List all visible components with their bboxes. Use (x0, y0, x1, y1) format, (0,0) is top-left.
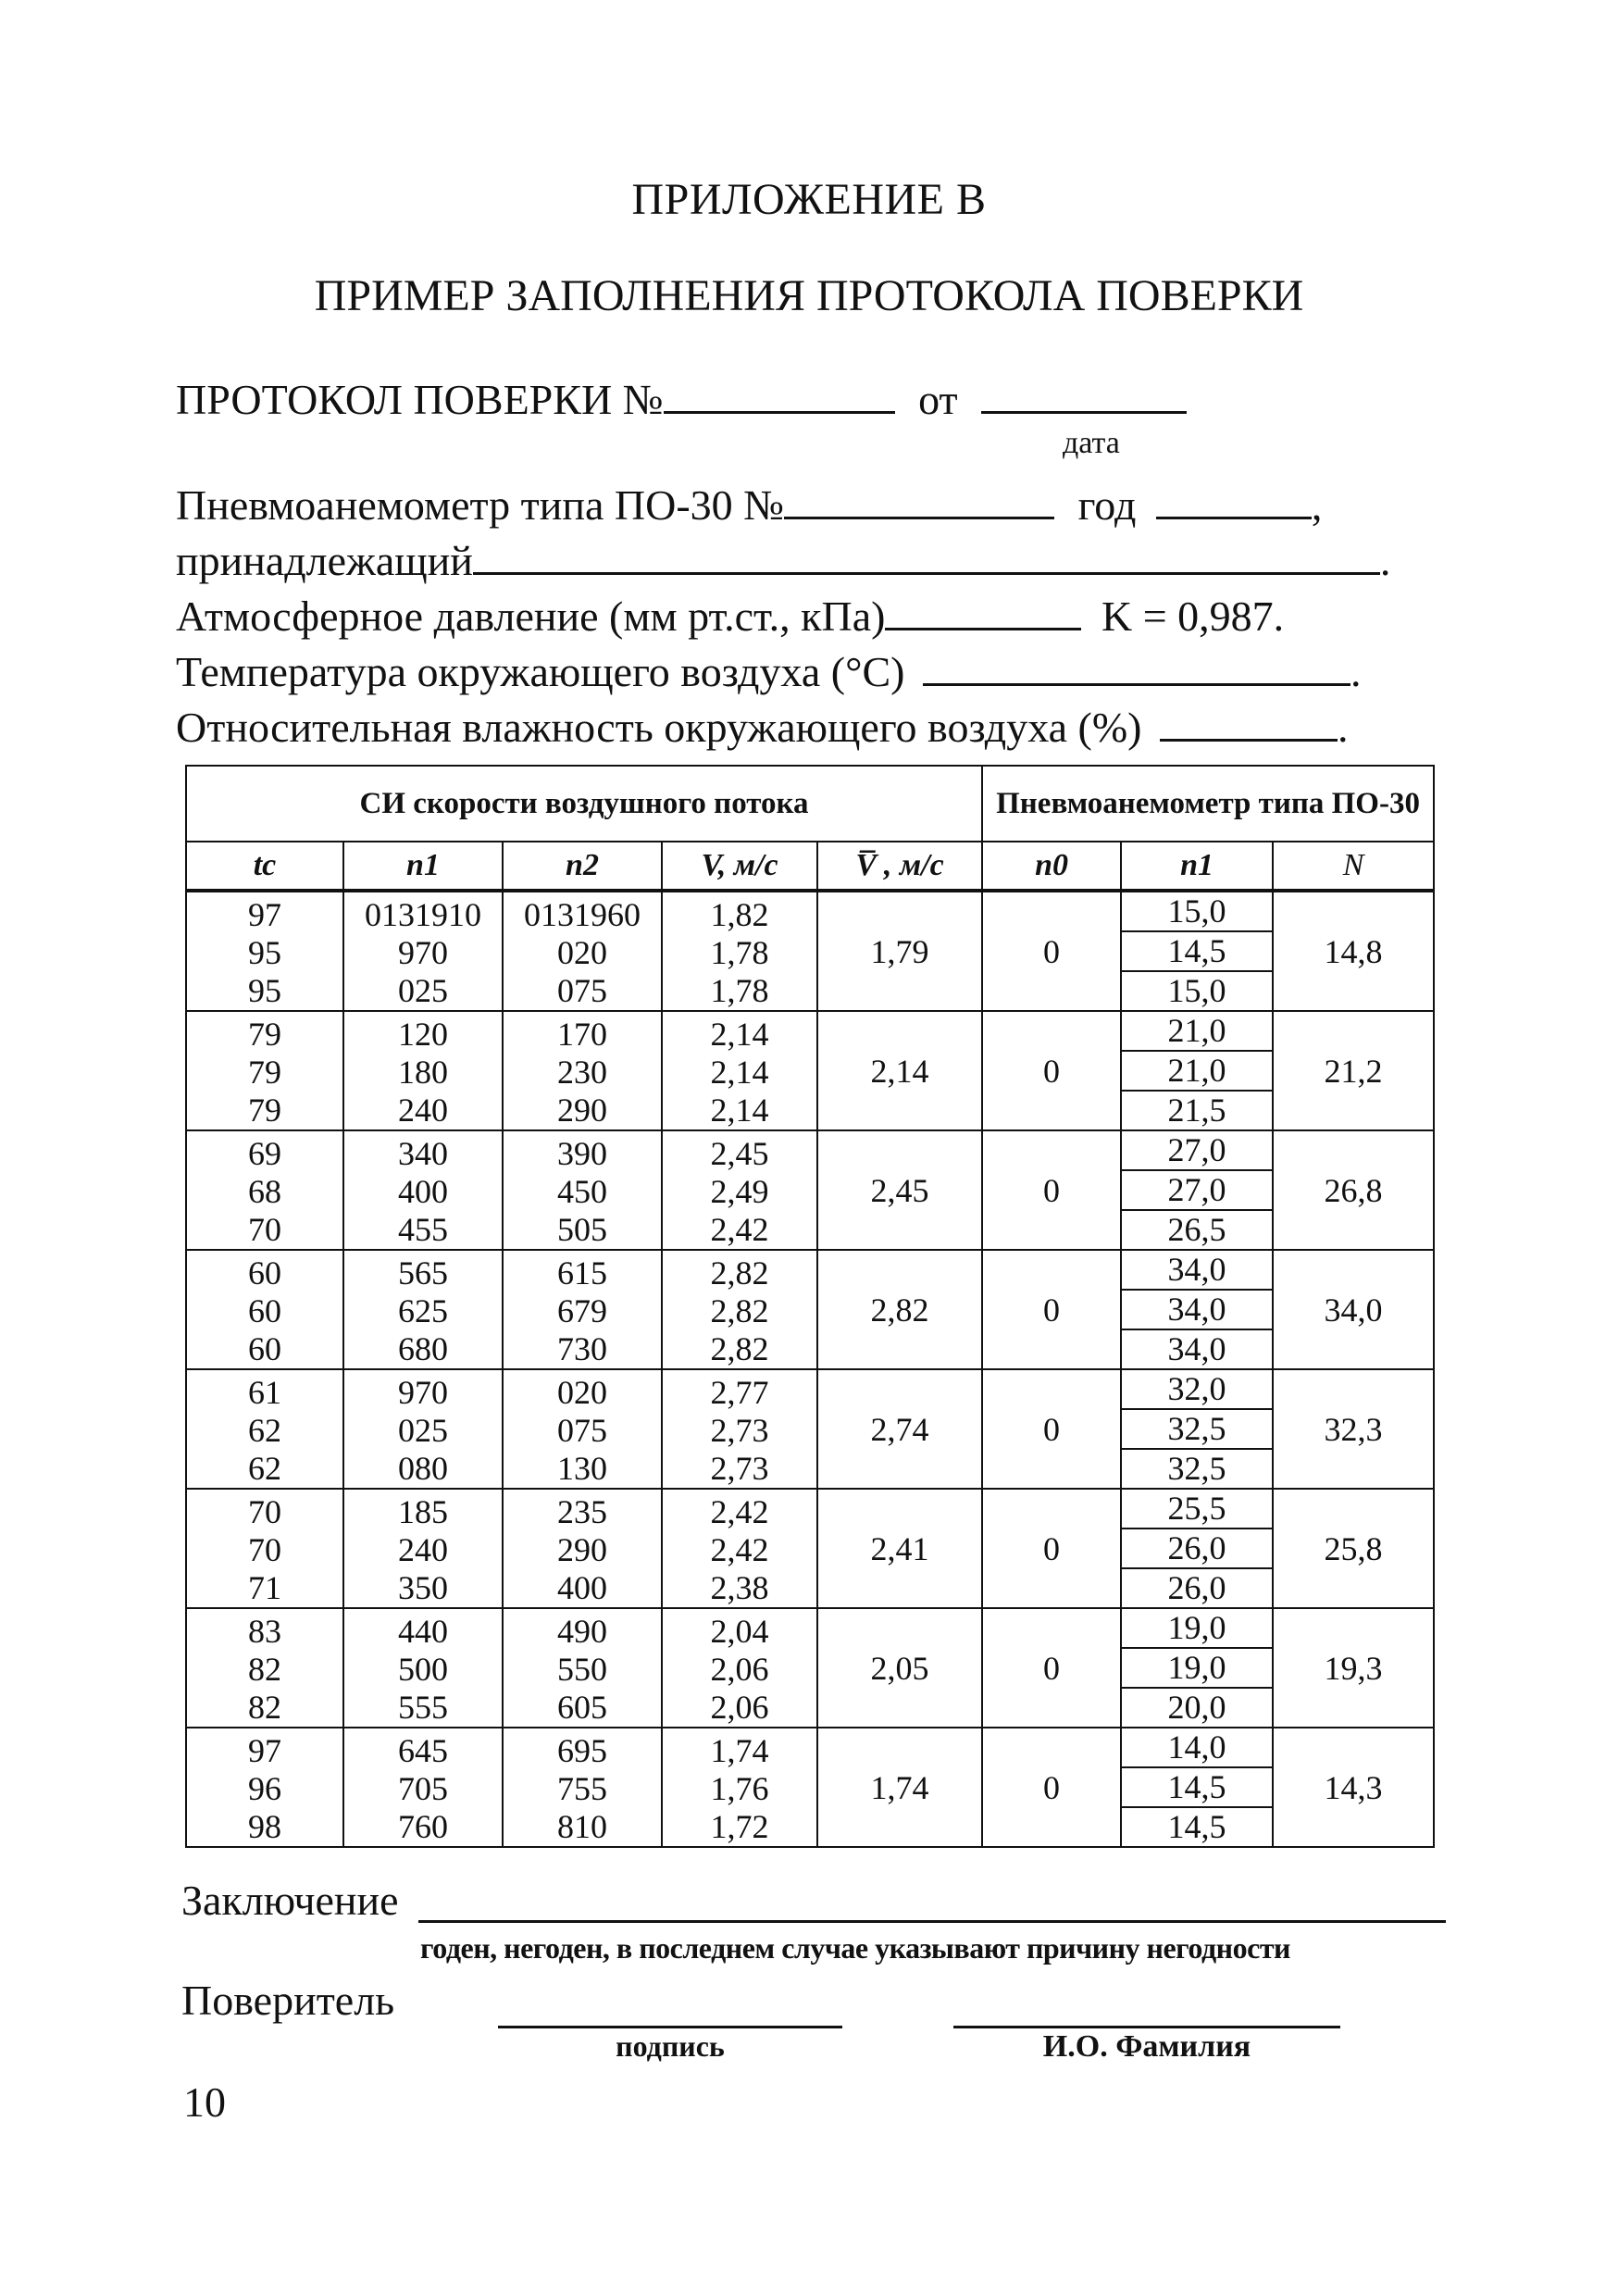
device-number-field (784, 480, 1054, 519)
temperature-line: Температура окружающего воздуха (°С) . (176, 648, 1362, 695)
table-row (186, 1608, 1434, 1728)
device-line: Пневмоанемометр типа ПО-30 № год , (176, 481, 1323, 529)
n0-cell: 0 (982, 1369, 1121, 1489)
page-number: 10 (183, 2078, 226, 2126)
protocol-number-field (664, 374, 895, 414)
col-header-v-mean: V̅ , м/с (817, 842, 982, 891)
header-group-reference: СИ скорости воздушного потока (186, 766, 982, 842)
pn1-cell: 19,0 19,0 20,0 (1121, 1608, 1273, 1728)
n0-cell: 0 (982, 1728, 1121, 1847)
n-cell: 25,8 (1273, 1489, 1434, 1608)
n2-cell: 695 755 810 (503, 1728, 662, 1847)
n-cell: 26,8 (1273, 1130, 1434, 1250)
n1-cell: 340 400 455 (343, 1130, 503, 1250)
temperature-label: Температура окружающего воздуха (°С) (176, 648, 905, 695)
v-cell: 1,74 1,76 1,72 (662, 1728, 817, 1847)
n-cell: 32,3 (1273, 1369, 1434, 1489)
temperature-field (923, 646, 1350, 686)
n-cell: 19,3 (1273, 1608, 1434, 1728)
n2-cell: 020 075 130 (503, 1369, 662, 1489)
signature-caption: подпись (616, 2029, 725, 2063)
pressure-label: Атмосферное давление (мм рт.ст., кПа) (176, 593, 886, 640)
n-cell: 34,0 (1273, 1250, 1434, 1369)
tc-cell: 60 60 60 (186, 1250, 343, 1369)
table-row (186, 1130, 1434, 1250)
col-header-n: N (1273, 842, 1434, 891)
protocol-label: ПРОТОКОЛ ПОВЕРКИ № (176, 376, 664, 423)
n2-cell: 490 550 605 (503, 1608, 662, 1728)
col-header-v: V, м/с (662, 842, 817, 891)
n-cell: 14,3 (1273, 1728, 1434, 1847)
protocol-date-field (981, 374, 1187, 414)
n2-cell: 170 230 290 (503, 1011, 662, 1130)
conclusion-caption: годен, негоден, в последнем случае указывают причину негодности (420, 1931, 1290, 1965)
table-row (186, 1489, 1434, 1608)
appendix-title: ПРИЛОЖЕНИЕ В (631, 175, 987, 224)
n0-cell: 0 (982, 1250, 1121, 1369)
tc-cell: 97 95 95 (186, 891, 343, 1011)
v-cell: 2,82 2,82 2,82 (662, 1250, 817, 1369)
protocol-heading (176, 374, 1187, 424)
table-body (186, 891, 1434, 1847)
protocol-from-label: от (918, 376, 958, 423)
v-cell: 2,77 2,73 2,73 (662, 1369, 817, 1489)
v-cell: 1,82 1,78 1,78 (662, 891, 817, 1011)
signature-field (498, 2024, 842, 2028)
col-header-n2: n2 (503, 842, 662, 891)
header-group-anemometer: Пневмоанемометр типа ПО-30 (982, 766, 1434, 842)
date-caption: дата (1063, 426, 1120, 460)
v-mean-cell: 2,05 (817, 1608, 982, 1728)
tc-cell: 97 96 98 (186, 1728, 343, 1847)
table-row (186, 1250, 1434, 1369)
pn1-cell: 21,0 21,0 21,5 (1121, 1011, 1273, 1130)
name-caption: И.О. Фамилия (1042, 2029, 1251, 2064)
humidity-line: Относительная влажность окружающего воздуха (%) . (176, 704, 1349, 751)
document-subtitle: ПРИМЕР ЗАПОЛНЕНИЯ ПРОТОКОЛА ПОВЕРКИ (314, 271, 1304, 320)
n0-cell: 0 (982, 1011, 1121, 1130)
year-label: год (1077, 481, 1137, 529)
v-cell: 2,04 2,06 2,06 (662, 1608, 817, 1728)
col-header-n1: n1 (343, 842, 503, 891)
n-cell: 14,8 (1273, 891, 1434, 1011)
pressure-field (885, 591, 1081, 630)
tc-cell: 83 82 82 (186, 1608, 343, 1728)
n0-cell: 0 (982, 891, 1121, 1011)
tc-cell: 70 70 71 (186, 1489, 343, 1608)
conclusion-field (418, 1918, 1446, 1923)
tc-cell: 61 62 62 (186, 1369, 343, 1489)
pn1-cell: 25,5 26,0 26,0 (1121, 1489, 1273, 1608)
v-mean-cell: 2,45 (817, 1130, 982, 1250)
k-value: K = 0,987. (1101, 593, 1285, 640)
conclusion-label: Заключение (181, 1877, 399, 1924)
n1-cell: 645 705 760 (343, 1728, 503, 1847)
owner-field (473, 535, 1380, 575)
n1-cell: 120 180 240 (343, 1011, 503, 1130)
v-mean-cell: 1,79 (817, 891, 982, 1011)
n2-cell: 0131960 020 075 (503, 891, 662, 1011)
pn1-cell: 27,0 27,0 26,5 (1121, 1130, 1273, 1250)
n0-cell: 0 (982, 1489, 1121, 1608)
v-mean-cell: 2,82 (817, 1250, 982, 1369)
n1-cell: 185 240 350 (343, 1489, 503, 1608)
v-mean-cell: 1,74 (817, 1728, 982, 1847)
n2-cell: 235 290 400 (503, 1489, 662, 1608)
v-mean-cell: 2,41 (817, 1489, 982, 1608)
year-field (1156, 480, 1312, 519)
pressure-line (176, 591, 1284, 641)
table-row (186, 1369, 1434, 1489)
humidity-label: Относительная влажность окружающего воздуха (%) (176, 704, 1142, 751)
humidity-field (1160, 702, 1338, 742)
col-header-pn1: n1 (1121, 842, 1273, 891)
owner-line: принадлежащий . (176, 537, 1391, 584)
v-cell: 2,45 2,49 2,42 (662, 1130, 817, 1250)
v-mean-cell: 2,14 (817, 1011, 982, 1130)
pn1-cell: 34,0 34,0 34,0 (1121, 1250, 1273, 1369)
tc-cell: 79 79 79 (186, 1011, 343, 1130)
col-header-n0: n0 (982, 842, 1121, 891)
n2-cell: 615 679 730 (503, 1250, 662, 1369)
table-row (186, 1011, 1434, 1130)
col-header-tc: tc (186, 842, 343, 891)
tc-cell: 69 68 70 (186, 1130, 343, 1250)
pn1-cell: 15,0 14,5 15,0 (1121, 891, 1273, 1011)
owner-label: принадлежащий (176, 537, 473, 584)
n0-cell: 0 (982, 1608, 1121, 1728)
n2-cell: 390 450 505 (503, 1130, 662, 1250)
n0-cell: 0 (982, 1130, 1121, 1250)
pn1-cell: 14,0 14,5 14,5 (1121, 1728, 1273, 1847)
n1-cell: 970 025 080 (343, 1369, 503, 1489)
table-row (186, 891, 1434, 1011)
n1-cell: 565 625 680 (343, 1250, 503, 1369)
verification-table (185, 765, 1435, 1848)
verifier-label: Поверитель (181, 1977, 395, 2024)
n-cell: 21,2 (1273, 1011, 1434, 1130)
v-cell: 2,14 2,14 2,14 (662, 1011, 817, 1130)
v-mean-cell: 2,74 (817, 1369, 982, 1489)
v-cell: 2,42 2,42 2,38 (662, 1489, 817, 1608)
n1-cell: 0131910 970 025 (343, 891, 503, 1011)
table-row (186, 1728, 1434, 1847)
device-label: Пневмоанемометр типа ПО-30 № (176, 481, 785, 529)
pn1-cell: 32,0 32,5 32,5 (1121, 1369, 1273, 1489)
n1-cell: 440 500 555 (343, 1608, 503, 1728)
name-field (953, 2024, 1340, 2028)
